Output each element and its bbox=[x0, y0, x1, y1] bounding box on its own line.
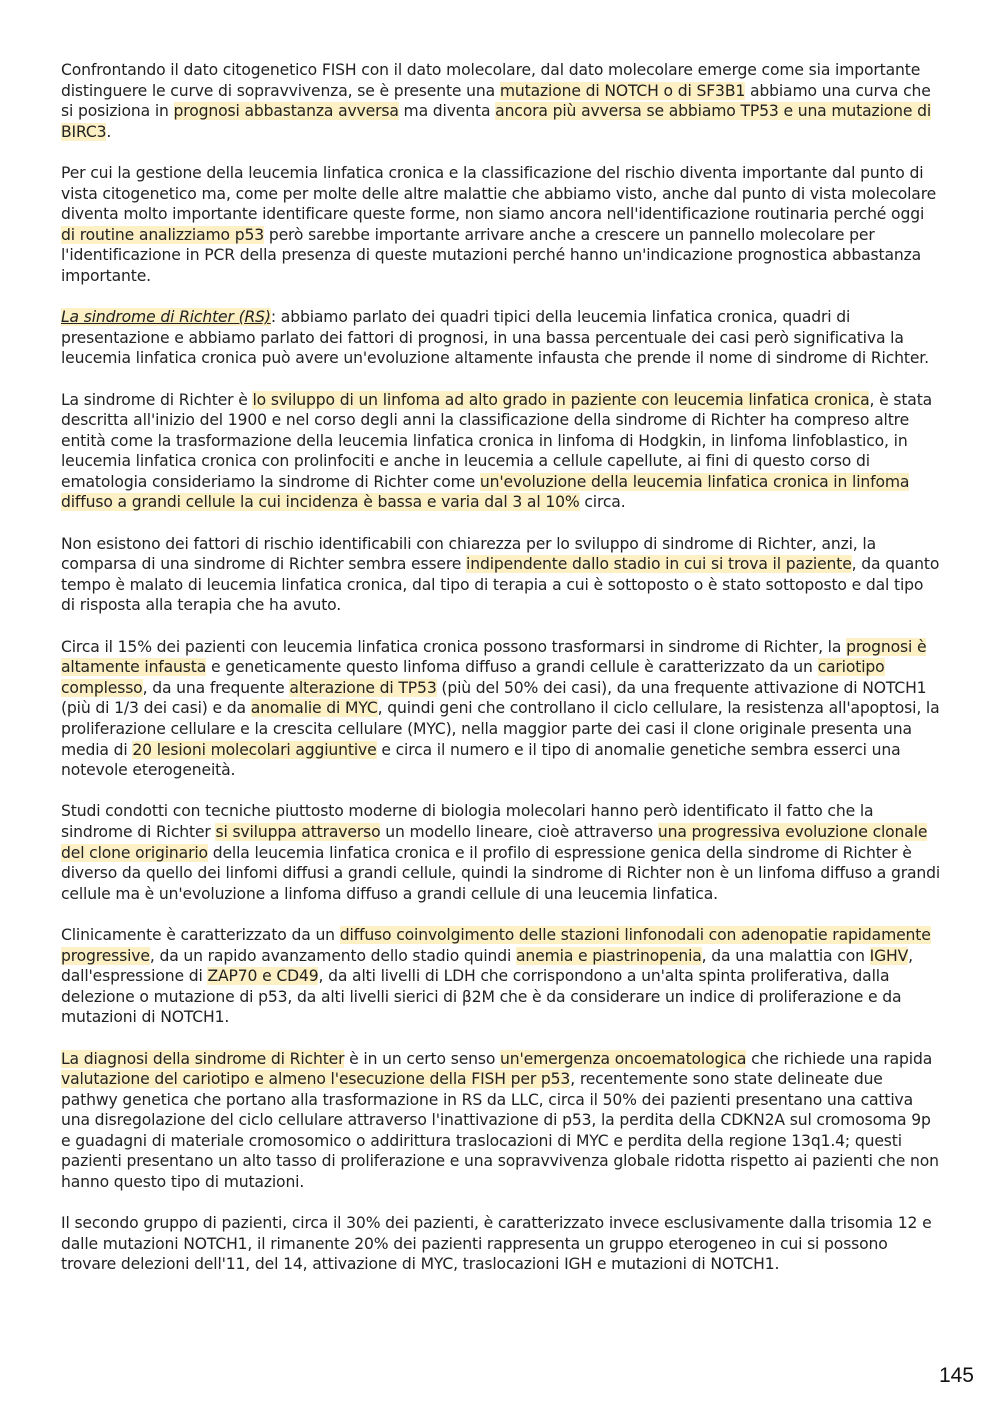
paragraph-prognosis-genetics bbox=[61, 637, 941, 781]
text-run: è in un certo senso bbox=[344, 1049, 501, 1068]
highlighted-text: mutazione di NOTCH o di SF3B1 bbox=[499, 81, 746, 100]
text-run: : abbiamo parlato dei quadri tipici della leucemia linfatica cronica, quadri di presentazione e abbiamo parlato dei fattori di prognosi, in una bassa percentuale dei casi però significativa la leucemia linfatica cronica può avere un'evoluzione altamente infausta che prende il nome di sindrome di Richter. bbox=[61, 308, 929, 368]
text-run: Per cui la gestione della leucemia linfatica cronica e la classificazione del rischio diventa importante dal punto di vista citogenetico ma, come per molte delle altre malattie che abbiamo visto, anche dal punto di vista molecolare diventa molto importante identificare queste forme, non siamo ancora nell'identificazione routinaria perché oggi bbox=[61, 163, 937, 224]
text-run: abbiamo una curva che si posiziona in bbox=[61, 81, 931, 121]
highlighted-text: diffuso coinvolgimento delle stazioni linfonodali con adenopatie rapidamente progressive bbox=[61, 925, 931, 965]
text-run: però sarebbe importante arrivare anche a crescere un pannello molecolare per l'identificazione in PCR della presenza di queste mutazioni perché hanno un'indicazione prognostica abbastanza importante. bbox=[61, 225, 922, 285]
text-run: Circa il 15% dei pazienti con leucemia linfatica cronica possono trasformarsi in sindrome di Richter, la bbox=[61, 637, 847, 656]
text-run: della leucemia linfatica cronica e il profilo di espressione genica della sindrome di Richter è diverso da quello dei linfomi diffusi a grandi cellule, quindi la sindrome di Richter non è un linfoma diffuso a grandi cellule ma è un'evoluzione a linfoma diffuso a grandi cellule di una leucemia linfatica. bbox=[61, 843, 941, 903]
highlighted-text: una progressiva evoluzione clonale del clone originario bbox=[61, 822, 928, 862]
text-run: , da un rapido avanzamento dello stadio quindi bbox=[149, 946, 517, 965]
text-run: , da una frequente bbox=[142, 678, 290, 697]
highlighted-text: si sviluppa attraverso bbox=[215, 822, 381, 841]
highlighted-text: prognosi è altamente infausta bbox=[61, 637, 927, 677]
highlighted-text: di routine analizziamo p53 bbox=[61, 225, 265, 244]
highlighted-text: indipendente dallo stadio in cui si trova il paziente bbox=[466, 555, 852, 574]
highlighted-text: IGHV bbox=[869, 946, 909, 965]
text-run: e circa il numero e il tipo di anomalie genetiche sembra esserci una notevole eterogeneità. bbox=[61, 740, 901, 780]
page-number: 145 bbox=[938, 1364, 974, 1387]
highlighted-text: anomalie di MYC bbox=[250, 699, 378, 718]
text-run: , dall'espressione di bbox=[61, 946, 913, 986]
highlighted-text: lo sviluppo di un linfoma ad alto grado in paziente con leucemia linfatica cronica bbox=[252, 390, 870, 409]
highlighted-text: prognosi abbastanza avversa bbox=[173, 102, 399, 121]
document-body bbox=[61, 60, 941, 1296]
paragraph-richter-intro bbox=[61, 307, 941, 369]
text-run: un modello lineare, cioè attraverso bbox=[380, 822, 658, 841]
text-run: , è stata descritta all'inizio del 1900 e nel corso degli anni la classificazione della sindrome di Richter ha compreso altre entità come la trasformazione della leucemia linfatica cronica in linfoma di Hodgkin, in linfoma linfoblastico, in leucemia linfatica cronica con prolinfociti e anche in leucemia a cellule capellute, ai fini di questo corso di ematologia consideriamo la sindrome di Richter come bbox=[61, 390, 933, 491]
text-run: , recentemente sono state delineate due pathwy genetica che portano alla trasformazione in RS da LLC, circa il 50% dei pazienti presentano una cattiva una disregolazione del ciclo cellulare attraverso l'inattivazione di p53, la perdita della CDKN2A sul cromosoma 9p e guadagni di materiale cromosomico o addirittura traslocazioni di MYC e perdita della regione 13q1.4; questi pazienti presentano un alto tasso di proliferazione e una sopravvivenza globale ridotta rispetto ai pazienti che non hanno questo tipo di mutazioni. bbox=[61, 1070, 939, 1192]
text-run: Studi condotti con tecniche piuttosto moderne di biologia molecolari hanno però identificato il fatto che la sindrome di Richter bbox=[61, 802, 874, 841]
paragraph-clonal-evolution bbox=[61, 801, 941, 904]
highlighted-text: ancora più avversa se abbiamo TP53 e una mutazione di BIRC3 bbox=[61, 102, 932, 141]
section-title-richter: La sindrome di Richter (RS) bbox=[61, 308, 271, 327]
text-run: , da quanto tempo è malato di leucemia linfatica cronica, dal tipo di terapia a cui è sottoposto o è stato sottoposto e dal tipo di risposta alla terapia che ha avuto. bbox=[61, 555, 940, 615]
highlighted-text: valutazione del cariotipo e almeno l'esecuzione della FISH per p53 bbox=[61, 1070, 571, 1089]
paragraph-diagnosis bbox=[61, 1049, 941, 1193]
highlighted-text: La diagnosi della sindrome di Richter bbox=[61, 1049, 345, 1068]
paragraph-fish-molecular bbox=[61, 60, 941, 142]
text-run: (più del 50% dei casi), da una frequente attivazione di NOTCH1 (più di 1/3 dei casi) e da bbox=[61, 678, 927, 718]
highlighted-text: alterazione di TP53 bbox=[289, 678, 437, 697]
text-run: che richiede una rapida bbox=[746, 1049, 933, 1068]
paragraph-richter-definition bbox=[61, 390, 941, 514]
text-run: circa. bbox=[579, 493, 626, 512]
text-run: . bbox=[106, 122, 112, 141]
highlighted-text: 20 lesioni molecolari aggiuntive bbox=[132, 740, 377, 759]
text-run: , quindi geni che controllano il ciclo cellulare, la resistenza all'apoptosi, la proliferazione cellulare e la crescita cellulare (MYC), nella maggior parte dei casi il clone originale presenta una media di bbox=[61, 699, 940, 759]
text-run: Il secondo gruppo di pazienti, circa il 30% dei pazienti, è caratterizzato invece esclusivamente dalla trisomia 12 e dalle mutazioni NOTCH1, il rimanente 20% dei pazienti rappresenta un gruppo eterogeneo in cui si possono trovare delezioni dell'11, del 14, attivazione di MYC, traslocazioni IGH e mutazioni di NOTCH1. bbox=[61, 1214, 932, 1274]
text-run: La sindrome di Richter è bbox=[61, 390, 253, 409]
highlighted-text: ZAP70 e CD49 bbox=[207, 967, 319, 986]
highlighted-text: anemia e piastrinopenia bbox=[516, 946, 702, 965]
paragraph-clinical-features bbox=[61, 925, 941, 1028]
text-run: Confrontando il dato citogenetico FISH con il dato molecolare, dal dato molecolare emerge come sia importante distinguere le curve di sopravvivenza, se è presente una bbox=[61, 61, 921, 100]
text-run: Non esistono dei fattori di rischio identificabili con chiarezza per lo sviluppo di sindrome di Richter, anzi, la comparsa di una sindrome di Richter sembra essere bbox=[61, 534, 877, 574]
highlighted-text: cariotipo complesso bbox=[61, 658, 885, 697]
text-run: , da alti livelli di LDH che corrispondono a un'alta spinta proliferativa, dalla delezione o mutazione di p53, da alti livelli sierici di β2M che è da considerare un indice di proliferazione e da mutazioni di NOTCH1. bbox=[61, 967, 902, 1027]
text-run: e geneticamente questo linfoma diffuso a grandi cellule è caratterizzato da un bbox=[206, 658, 818, 677]
paragraph-risk-factors bbox=[61, 534, 941, 616]
highlighted-text: un'emergenza oncoematologica bbox=[500, 1049, 747, 1068]
text-run: Clinicamente è caratterizzato da un bbox=[61, 925, 340, 944]
paragraph-second-group bbox=[61, 1213, 941, 1275]
highlighted-text: un'evoluzione della leucemia linfatica cronica in linfoma diffuso a grandi cellule la cui incidenza è bassa e varia dal 3 al 10% bbox=[61, 472, 910, 512]
text-run: , da una malattia con bbox=[701, 946, 870, 965]
paragraph-risk-management bbox=[61, 163, 941, 287]
text-run: ma diventa bbox=[398, 102, 496, 121]
